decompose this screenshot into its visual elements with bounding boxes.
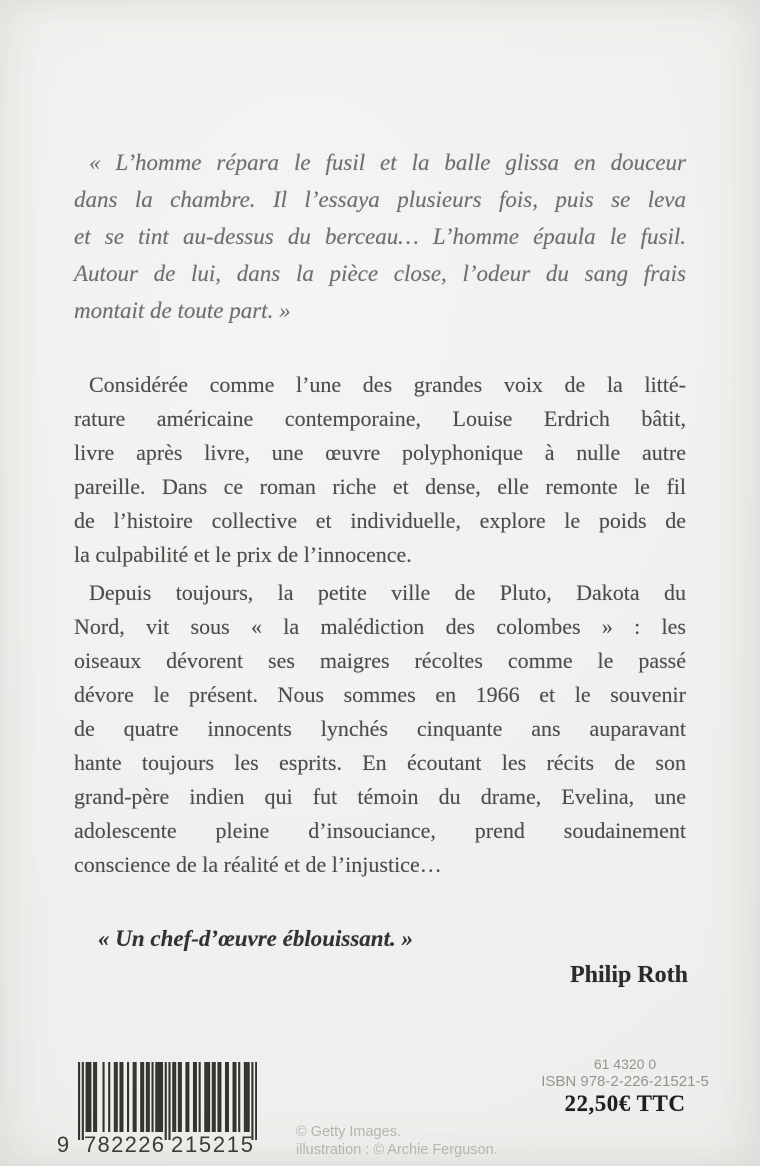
isbn-number: ISBN 978-2-226-21521-5 [541,1073,709,1090]
text-line: pareille. Dans ce roman riche et dense, elle remonte le fil [74,474,686,499]
text-line: adolescente pleine d’insouciance, prend soudainement [74,818,686,843]
barcode-digit: 5 [240,1132,253,1157]
text-line: Depuis toujours, la petite ville de Pluto, Dakota du [89,580,686,605]
synopsis-paragraph-1 [74,368,686,572]
text-line: Autour de lui, dans la pièce close, l’odeur du sang frais [74,261,686,286]
barcode-bars [78,1062,257,1140]
text-line: de quatre innocents lynchés cinquante ans auparavant [74,716,686,741]
text-line: de l’histoire collective et individuelle, explore le poids de [74,508,686,533]
text-line: dévore le présent. Nous sommes en 1966 et le souvenir [74,682,686,707]
barcode-digit: 2 [171,1132,184,1157]
barcode-digit: 5 [198,1132,212,1157]
text-line: Nord, vit sous « la malédiction des colombes » : les [74,614,686,639]
text-line: hante toujours les esprits. En écoutant les récits de son [74,750,686,775]
text-line: la culpabilité et le prix de l’innocence. [74,542,412,567]
barcode-digit-first: 9 [56,1132,70,1157]
text-line: « L’homme répara le fusil et la balle glissa en douceur [89,150,686,175]
barcode-digit: 7 [84,1132,97,1157]
barcode-digit: 6 [151,1132,164,1157]
barcode-digit: 1 [184,1132,198,1157]
barcode-digit: 8 [97,1132,110,1157]
text-line: et se tint au-dessus du berceau… L’homme épaula le fusil. [74,224,686,249]
text-line: dans la chambre. Il l’essaya plusieurs fois, puis se leva [74,187,686,212]
barcode-digit: 1 [226,1132,239,1157]
credit-illustration: illustration : © Archie Ferguson. [296,1142,498,1158]
barcode-digit: 2 [111,1132,124,1157]
image-credits [296,1123,498,1159]
print-code: 61 4320 0 [593,1056,657,1072]
review-blurb-author: Philip Roth [569,962,688,988]
text-line: oiseaux dévorent ses maigres récoltes comme le passé [74,648,686,673]
barcode-digits-right [171,1133,253,1157]
barcode-digits-left [84,1133,164,1157]
price-label: 22,50€ TTC [564,1091,686,1116]
excerpt-quote [74,144,686,329]
publisher-info-block [480,1056,760,1117]
text-line: montait de toute part. » [74,298,291,323]
text-line: grand-père indien qui fut témoin du drame, Evelina, une [74,784,686,809]
barcode-digit: 2 [138,1132,151,1157]
text-line: conscience de la réalité et de l’injustice… [74,852,442,877]
text-line: rature américaine contemporaine, Louise Erdrich bâtit, [74,406,686,431]
text-line: Considérée comme l’une des grandes voix de la litté- [89,372,686,397]
text-line: livre après livre, une œuvre polyphonique à nulle autre [74,440,686,465]
review-blurb-quote: « Un chef-d’œuvre éblouissant. » [98,926,413,951]
barcode-digit: 2 [212,1132,226,1157]
barcode-digit: 2 [124,1132,137,1157]
synopsis-paragraph-2 [74,576,686,882]
credit-photo: © Getty Images. [296,1124,401,1140]
